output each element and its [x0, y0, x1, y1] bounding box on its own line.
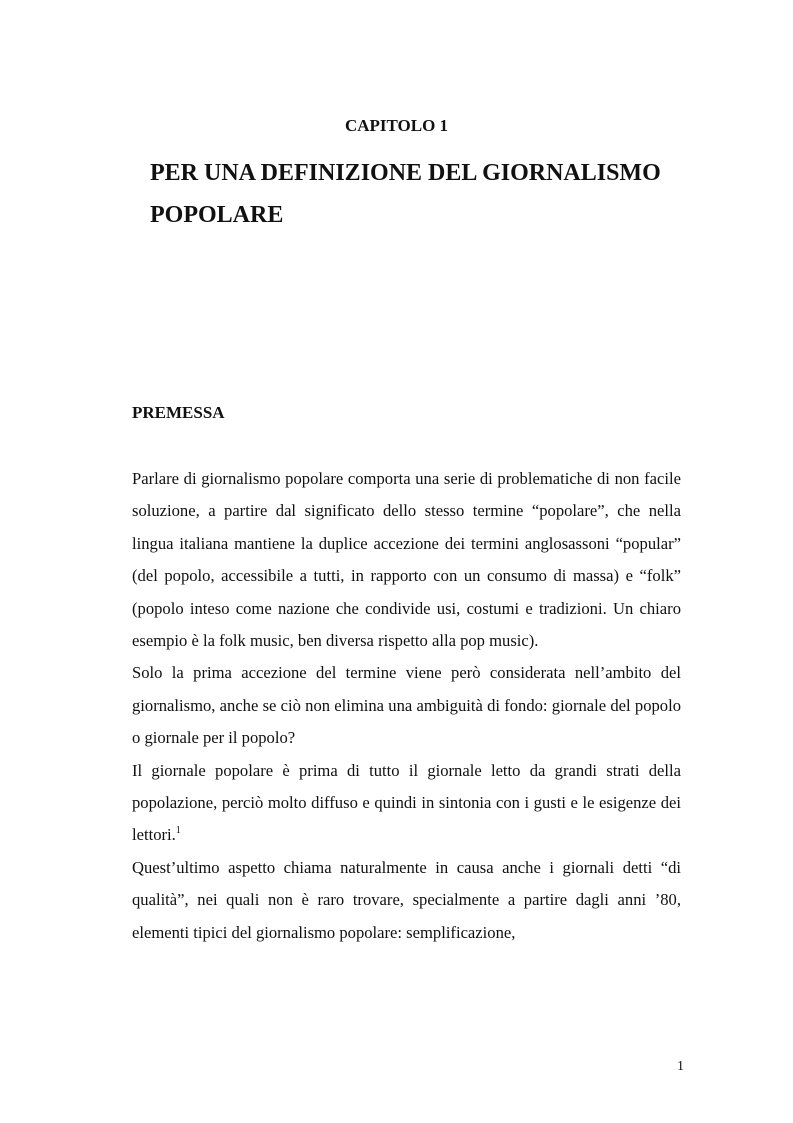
body-text [132, 463, 681, 949]
paragraph-4: Quest’ultimo aspetto chiama naturalmente in causa anche i giornali detti “di qualità”, nei quali non è raro trovare, specialmente a partire dagli anni ’80, elementi tipici del giornalismo popolare: semplificazione, [132, 857, 681, 942]
chapter-label: CAPITOLO 1 [344, 116, 449, 135]
paragraph-2: Solo la prima accezione del termine viene però considerata nell’ambito del giornalismo, anche se ciò non elimina una ambiguità di fondo: giornale del popolo o giornale per il popolo? [132, 663, 681, 748]
section-heading: PREMESSA [132, 403, 225, 422]
chapter-title-line-1: PER UNA DEFINIZIONE DEL GIORNALISMO [150, 160, 661, 186]
paragraph-3-text: Il giornale popolare è prima di tutto il giornale letto da grandi strati della popolazione, perciò molto diffuso e quindi in sintonia con i gusti e le esigenze dei lettori. [132, 760, 681, 845]
chapter-title [150, 152, 710, 236]
paragraph-1: Parlare di giornalismo popolare comporta una serie di problematiche di non facile soluzione, a partire dal significato dello stesso termine “popolare”, che nella lingua italiana mantiene la duplice accezione dei termini anglosassoni “popular” (del popolo, accessibile a tutti, in rapporto con un consumo di massa) e “folk” (popolo inteso come nazione che condivide usi, costumi e tradizioni. Un chiaro esempio è la folk music, ben diversa rispetto alla pop music). [132, 469, 681, 651]
page-number: 1 [677, 1059, 684, 1074]
paragraph-3 [132, 755, 681, 852]
chapter-title-line-2: POPOLARE [150, 202, 284, 228]
footnote-ref: 1 [175, 825, 181, 837]
